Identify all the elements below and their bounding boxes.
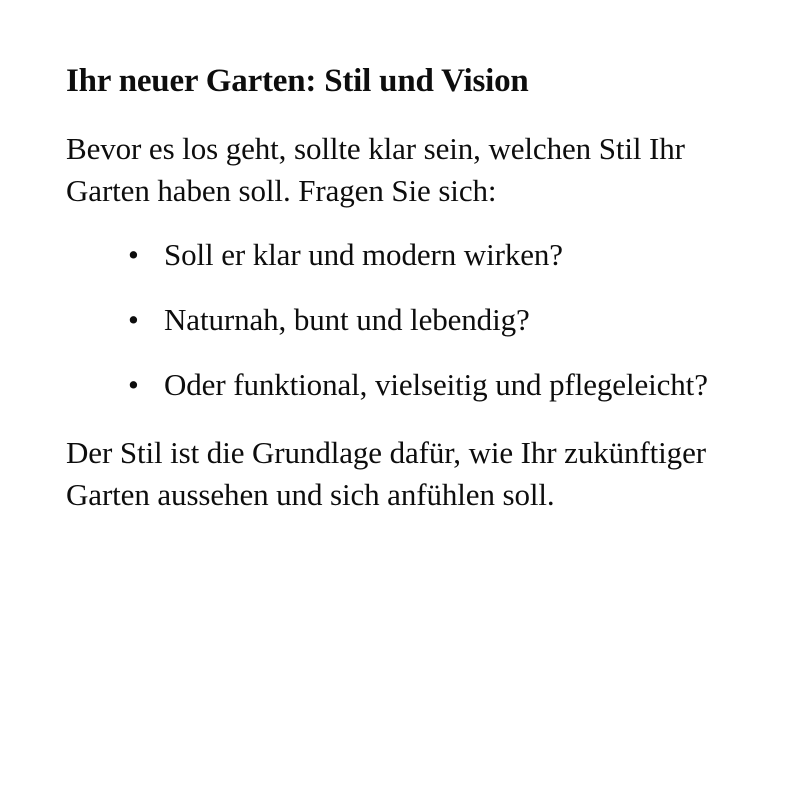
list-item-label: Soll er klar und modern wirken? [164,236,563,272]
list-item [66,234,731,275]
closing-paragraph: Der Stil ist die Grundlage dafür, wie Ihr zukünftiger Garten aussehen und sich anfühlen soll. [66,434,706,512]
bullet-marker-icon: • [128,302,139,338]
list-item [66,299,731,340]
page-title: Ihr neuer Garten: Stil und Vision [66,63,529,99]
bullet-marker-icon: • [128,367,139,403]
list-item [66,364,731,405]
list-item-label: Naturnah, bunt und lebendig? [164,302,530,338]
list-item-label: Oder funktional, vielseitig und pflegeleicht? [164,367,708,403]
intro-paragraph: Bevor es los geht, sollte klar sein, welchen Stil Ihr Garten haben soll. Fragen Sie sich: [66,130,685,208]
style-question-list [66,234,731,406]
bullet-marker-icon: • [128,236,139,272]
